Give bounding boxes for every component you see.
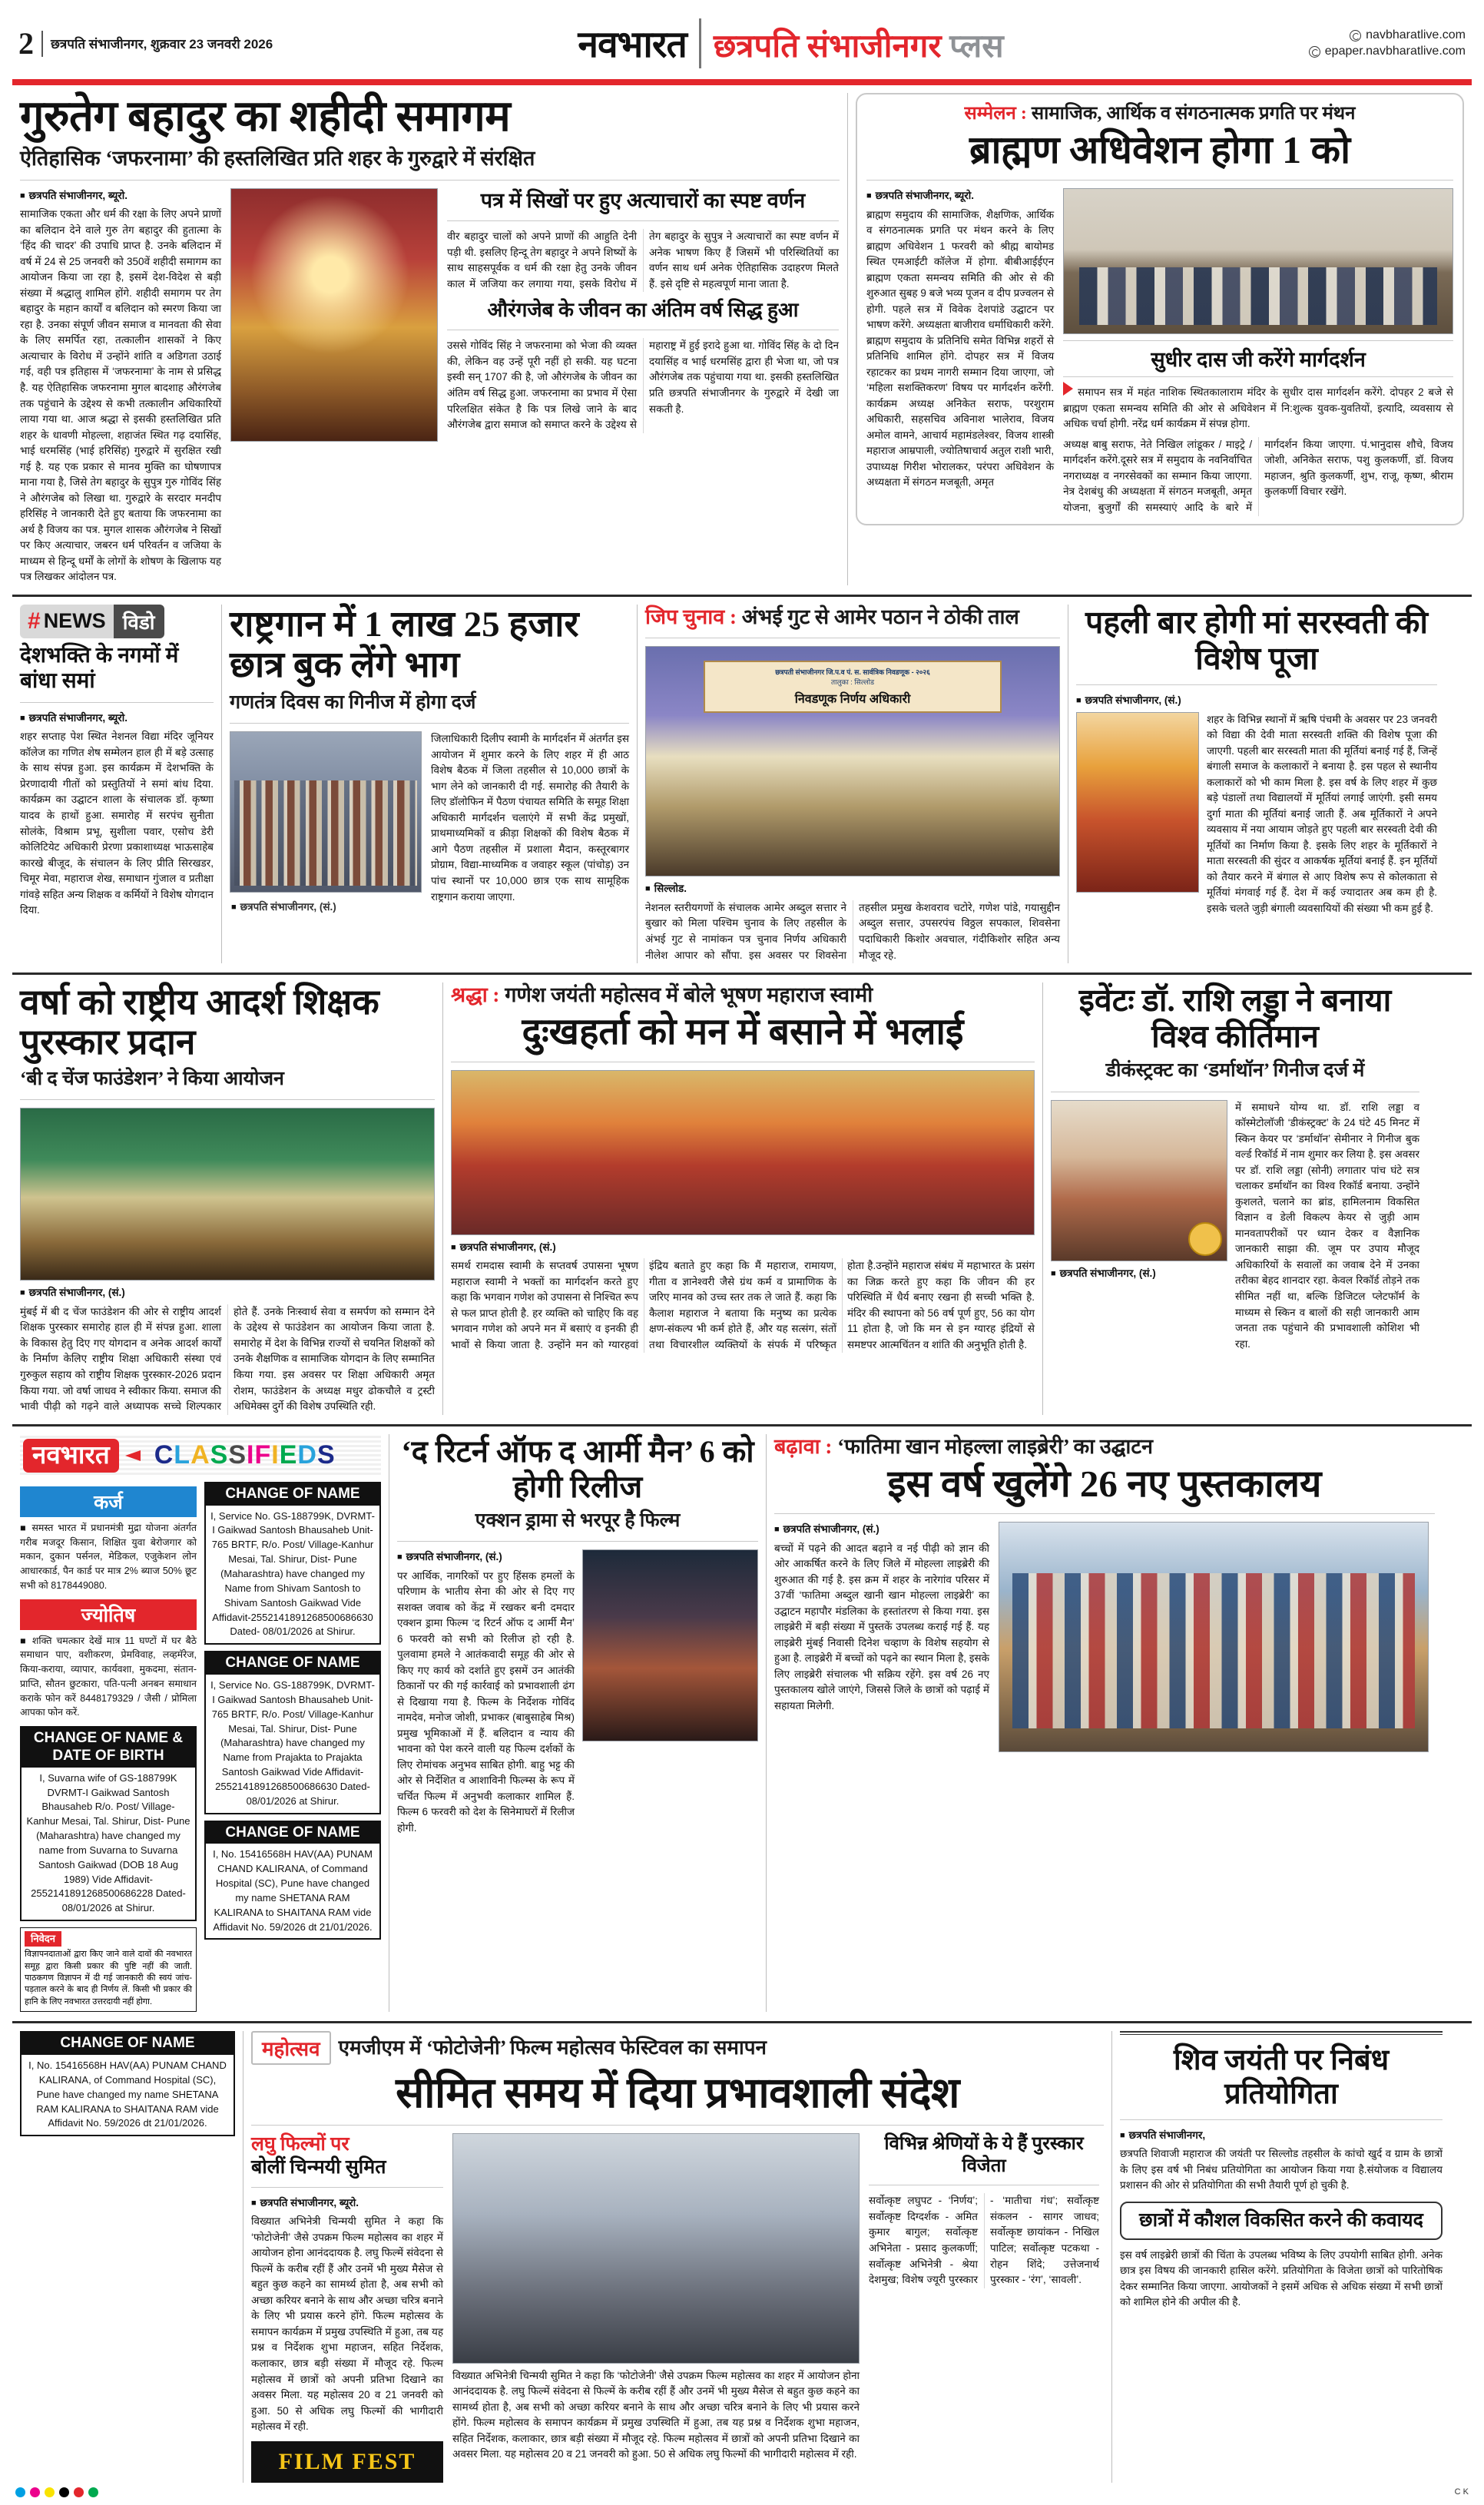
shiv-dateline [1120, 2128, 1443, 2144]
library-content [774, 1522, 1435, 1752]
award-badge-icon [1188, 1222, 1222, 1256]
saraswati-content [1076, 712, 1437, 917]
shiv-dateline-text: छत्रपति संभाजीनगर, [1128, 2129, 1206, 2141]
filmfest-tag: महोत्सव [251, 2031, 331, 2065]
masthead-left [18, 25, 273, 61]
classifieds-tail [12, 2031, 243, 2482]
classified-ad-tail[interactable] [20, 2031, 235, 2136]
masthead-red-rule [12, 79, 1472, 85]
library-text-col [774, 1522, 989, 1752]
saraswati-text-col [1207, 712, 1437, 917]
library-story [767, 1434, 1443, 2013]
zp-banner-line2: तालुका : सिल्लोड [830, 678, 875, 687]
filmfest-awards-col [869, 2133, 1099, 2483]
anthem-photo [230, 731, 422, 893]
filmfest-sub-line2: बोलीं चिन्मयी सुमित [251, 2156, 386, 2178]
zp-kicker [645, 605, 1060, 631]
reg-dot-yellow [45, 2487, 55, 2497]
zp-dateline [645, 881, 1060, 897]
teacher-story [12, 982, 442, 1415]
lead-dateline [20, 188, 221, 204]
news-video-body: शहर सप्ताह पेश स्थित नेशनल विद्या मंदिर जूनियर कॉलेज का गणित शेष सम्मेलन हाल ही में बड़े उत्साह के साथ संपन्न हुआ. इस कार्यक्रम में देशभक्ति के प्रेरणादायी गीतों को प्रस्तुतियों ने समां बांध दिया. कार्यक्रम का उद्घाटन शाला के संचालक डॉ. कृष्णा यादव के हाथों हुआ. समारोह में सरपंच सुनीता सोलंके, विश्राम प्रभू, सुशीला पवार, एसोच डेरी कोलिटियेट अधिकारी प्रेरणा प्रकाशाध्यक्ष भाऊसाहेब कारखे बीजूद, के संचालन के लिए प्रीति सिरखडर, चिमूर मेवा, महाराज शेख, समाधान गुंजाल व प्रतीक्षा गांवड़े सहित अन्य शिक्षक व कर्मियों ने विशेष योगदान दिया. [20, 731, 214, 916]
movie-content [397, 1549, 758, 1836]
ad-title-1: CHANGE OF NAME [206, 1483, 379, 1506]
shiv-headline: शिव जयंती पर निबंध प्रतियोगिता [1173, 2044, 1390, 2110]
classified-ad-3[interactable] [20, 1726, 197, 1921]
reg-dot-black [59, 2487, 69, 2497]
brahmin-rule [866, 180, 1453, 181]
record-dateline-text: छत्रपति संभाजीनगर, (सं.) [1059, 1267, 1156, 1279]
filmfest-sub-rule [251, 2187, 443, 2188]
classifieds-word: CLASSIFIEDS [154, 1440, 336, 1470]
globe-icon [1350, 30, 1361, 41]
lead-sub2-body: उससे गोविंद सिंह ने जफरनामा को भेजा की व्यक्त की, लेकिन वह उन्हें पूरी नहीं हो सकी. यह घटना इस्वी सन् 1707 की है, जो औरंगजेब के जीवन का अंतिम वर्ष सिद्ध हुआ. जफरनामा का प्रभाव में ऐसा परिलक्षित संकेत है कि पत्र लिखे जाने के बाद औरंगजेब द्वारा समाज को समाप्त करने के उद्देश्य से महाराष्ट्र में हुई इरादे हुआ था. गोविंद सिंह के दो दिन दयासिंह व भाई धरमसिंह द्वारा ही भेजा था, जो पत्र औरंगजेब तक पहुंचाया गया था. इसकी हस्तलिखित प्रति छत्रपति संभाजीनगर के गुरुद्वारे में देखी जा सकती है. [447, 340, 839, 431]
lead-photo [230, 188, 438, 442]
ad-title-4: CHANGE OF NAME [206, 1822, 379, 1844]
page-number: 2 [18, 25, 34, 61]
teacher-dateline-text: छत्रपति संभाजीनगर, (सं.) [28, 1287, 125, 1299]
masthead-dateline: छत्रपति संभाजीनगर, शुक्रवार 23 जनवरी 2026 [51, 37, 273, 51]
shiv-body: छत्रपति शिवाजी महाराज की जयंती पर सिल्लोड तहसील के कांचो खुर्द व ग्राम के छात्रों के लिए इस वर्ष भी निबंध प्रतियोगिता का आयोजन किया गया है.संयोजक व विद्यालय प्रशासन की ओर से प्रतियोगिता की सभी तैयारी पूर्ण हो चुकी है. [1120, 2148, 1443, 2192]
registration-marks: C K [1454, 2487, 1469, 2497]
library-kicker-tag: बढ़ावा : [774, 1434, 833, 1458]
band-divider-2 [12, 973, 1472, 975]
news-video-dateline [20, 711, 214, 727]
filmfest-kicker-row [251, 2031, 1104, 2065]
band-divider-1 [12, 595, 1472, 597]
library-dateline [774, 1522, 989, 1538]
masthead [12, 14, 1472, 76]
library-body: बच्चों में पढ़ने की आदत बढ़ाने व नई पीढ़ी को ज्ञान की ओर आकर्षित करने के लिए जिले में मोहल्ला लाइब्रेरी की शुरुआत की गई है. इस क्रम में शहर के नारेगांव परिसर में 37वीं ‘फातिमा अब्दुल खानी खान मोहल्ला लाइब्रेरी’ का उद्घाटन महापौर मंडलिका के हस्तांतरण से किया गया. इस लाइब्रेरी में बड़ी संख्या में पुस्तकें उपलब्ध कराई गई हैं. यह लाइब्रेरी मुंबई निवासी दिनेश चव्हाण के विशेष सहयोग से हुआ है. लाइब्रेरी में बच्चों को पढ़ने का स्थान मिला है, इसके लिए लाइब्रेरी संचालक भी सक्रिय रहेंगे. इस वर्ष 26 नए पुस्तकालय खोले जाएंगे, जिससे जिले के छात्रों को पढ़ाई में सहायता मिलेगी. [774, 1542, 989, 1711]
top-band [12, 93, 1472, 585]
shraddha-kicker-rest: गणेश जयंती महोत्सव में बोले भूषण महाराज स्वामी [499, 983, 873, 1007]
record-subhead: डीकंस्ट्रक्ट का ‘डर्माथॉन’ गिनीज दर्ज में [1105, 1060, 1365, 1082]
nivedan-notice [20, 1927, 197, 2012]
shiv-rule [1120, 2119, 1443, 2120]
brahmin-kicker-tag: सम्मेलन : [964, 104, 1027, 124]
library-photo-col [999, 1522, 1429, 1752]
edition-name [714, 23, 1004, 67]
classifieds-astro-body: ■ शक्ति चमत्कार देखें मात्र 11 घण्टों में घर बैठे समाधान पाए, वशीकरण, प्रेमविवाह, लव्हमॅरेज, किया-कराया, व्यापार, कार्यवशा, मुकदमा, संतान-प्राप्ति, सौतन छुटकारा, पति-पत्नी अनबन समाधान कराके फोन करें 8448179329 / जैसी / प्रोमिला आपका फोन करें. [20, 1635, 197, 1718]
brahmin-photo-caption [1063, 382, 1453, 432]
filmfest-award-body: सर्वोत्कृष्ट लघुपट - ‘निर्णय’; सर्वोत्कृष्ट दिग्दर्शक - अमित कुमार बागुल; सर्वोत्कृष्ट अभिनेता - प्रसाद कुलकर्णी; सर्वोत्कृष्ट अभिनेत्री - श्रेया देशमुख; विशेष ज्यूरी पुरस्कार - ‘मातीचा गंध’; सर्वोत्कृष्ट संकलन - सागर जाधव; सर्वोत्कृष्ट छायांकन - निखिल पाटिल; सर्वोत्कृष्ट पटकथा - रोहन शिंदे; उत्तेजनार्थ पुरस्कार - ‘रंग’, ‘सावली’. [869, 2195, 1099, 2286]
anthem-body: जिलाधिकारी दिलीप स्वामी के मार्गदर्शन में अंतर्गत इस आयोजन में शुमार करने के लिए शहर में ही आठ विशेष बैठक में जिला तहसील से 10,000 छात्रों के भाग लेने को जानकारी दी गई. समारोह की तैयारी के लिए डॉलोफिन में पैठण पंचायत समिति के समूह शिक्षा अधिकारी मार्गदर्शन चलाएंगे में सभी केंद्र प्रमुखों, प्राथमाध्यमिकों व क्रीड़ा शिक्षकों की विशेष बैठक में आगे पैठण तहसील में प्रशाला मैदान, कस्तूरबागर प्रोग्राम, विद्या-माध्यमिक व जवाहर स्कूल (पांचोड़) उन पांच स्थानों पर 10,000 छात्र एक साथ सामूहिक राष्ट्रगान कराया जाएगा. [431, 733, 629, 903]
masthead-divider [41, 31, 43, 57]
teacher-rule [20, 1099, 435, 1100]
filmfest-dateline-text: छत्रपति संभाजीनगर, ब्यूरो. [260, 2196, 359, 2208]
classifieds-header [20, 1434, 381, 1477]
teacher-dateline [20, 1285, 435, 1301]
brahmin-box [856, 93, 1464, 525]
classified-ad-4[interactable] [204, 1821, 381, 1940]
news-video-story [12, 605, 221, 963]
classifieds-cat-loan[interactable]: कर्ज [20, 1486, 197, 1517]
brahmin-caption-heading: सुधीर दास जी करेंगे मार्गदर्शन [1151, 348, 1366, 371]
shraddha-kicker-tag: श्रद्धा : [451, 983, 500, 1007]
filmfest-photo-col [452, 2133, 860, 2483]
anthem-dateline [230, 897, 422, 918]
movie-rule [397, 1541, 758, 1542]
brand-name: नवभारत [578, 25, 687, 65]
lead-col-1 [20, 188, 221, 585]
shraddha-body: समर्थ रामदास स्वामी के सप्तवर्ष उपासना भूषण महाराज स्वामी ने भक्तों का मार्गदर्शन करते हुए कहा कि भगवान गणेश को उपासना से निश्चित रूप से फल प्राप्त होती है. हर व्यक्ति को चाहिए कि वह भगवान गणेश को अपने मन में बसाएं व इनकी ही भावों से किया जाता है. उन्होंने मन को ग्यारहवां इंद्रिय बताते हुए कहा कि मैं महाराज, रामायण, गीता व ज्ञानेश्वरी जैसे ग्रंथ कर्म व प्रामाणिक के जरिए मानव को उच्च स्तर तक ले जाते हैं. कहा कि कैलाश महाराज ने बताया कि मनुष्य का प्रत्येक क्षण-संकल्प भी कर्म होते हैं, और यह सत्संग, संतों तथा विचारशील व्यक्तियों के संपर्क में परिष्कृत होता है.उन्होंने महाराज संबंध में महाभारत के प्रसंग का जिक्र करते हुए कहा कि जीवन की हर परिस्थिति में धैर्य बनाए रखना ही सच्ची भक्ति है. मंदिर की स्थापना को 56 वर्ष पूर्ण हुए, 56 का योग 11 होता है, जो कि मन से इन ग्यारह इंद्रियों से समष्टपर आत्मचिंतन व शांति की अनुभूति होती है. [451, 1260, 1035, 1350]
ad-body-1: I, Service No. GS-188799K, DVRMT-I Gaikwad Santosh Bhausaheb Unit- 765 BRTF, R/o. Post/ Village-Kanhur Mesai, Tal. Shirur, Dist- Pune (Maharashtra) have changed my Name from Shivam Santosh to Shivam Santosh Gaikwad Vide Affidavit-2552141891268500686630 Dated- 08/01/2026 at Shirur. [210, 1509, 375, 1638]
library-photo [999, 1522, 1429, 1752]
record-text-col [1235, 1100, 1419, 1352]
zp-photo [645, 646, 1060, 876]
ad-tail-title: CHANGE OF NAME [22, 2033, 234, 2055]
saraswati-rule [1076, 684, 1437, 685]
lead-box-body: वीर बहादुर चालों को अपने प्राणों की आहुति देनी पड़ी थी. इसलिए हिन्दू तेग बहादुर ने अपने शिष्यों के साथ साहसपूर्वक व धर्म की रक्षा हेतु उनके जीवन काल में जजिया कर लगाया गया, इसके विरोध में तेग बहादुर के सुपुत्र ने अत्याचारों का स्पष्ट वर्णन में अनेक भाषण किए हैं जिसमें भी परिस्थितियों का वर्णन साथ धर्म अनेक ऐतिहासिक उदाहरण मिलते हैं. इसे दृष्टि से महत्वपूर्ण माना जाता है. [447, 230, 839, 290]
record-photo [1051, 1100, 1227, 1261]
brahmin-body: ब्राह्मण समुदाय की सामाजिक, शैक्षणिक, आर्थिक व संगठनात्मक प्रगति पर मंथन करने के लिए ब्राह्मण अधिवेशन 1 फरवरी को श्रीह्म बायोमड स्थित एमआईटी कॉलेज में होगा. बीबीआईईएन ब्राह्मण एकता समन्वय समिति की ओर से की शुरुआत सुबह 9 बजे भव्य पूजन व दीप प्रज्वलन से होगी. पहले सत्र में विवेक देशपांडे उद्घाटन पर भाषण करेंगे. अध्यक्षता बाजीराव धर्माधिकारी करेंगे. ब्राह्मण समुदाय के प्रतिनिधि समेत विभिन्न शहरों से प्रतिनिधि शामिल होंगे. दोपहर सत्र में विजय रहाटकर का प्रथम नागरी सम्मान दिया जाएगा, जो ‘महिला सशक्तिकरण’ विषय पर मार्गदर्शन करेंगी. कार्यक्रम अध्यक्ष अनिकेत सराफ, परशुराम अधिकारी, सहसचिव अविनाश भालेराव, विजय अमोल वामने, आचार्य महामंडलेश्वर, विजय शास्त्री महाराज आम्रपाली, ज्योतिषाचार्य अतुल राशी भारी, उपाध्यक्ष गिरीश भोरालकर, परंपरा अधिवेशन के अध्यक्षता में संगठन मजबूती, अमृत [866, 208, 1055, 489]
zp-body: नेशनल स्तरीयगणों के संचालक आमेर अब्दुल सत्तार ने बुखार को मिला पश्चिम चुनाव के लिए तहसील के अंभई गुट से नामांकन पत्र चुनाव निर्णय अधिकारी नीलेश आपार को सौंपा. इस अवसर पर शिवसेना तहसील प्रमुख केशवराव चटोरे, गणेश पांडे, गयासुद्दीन अब्दुल सत्तार, उपसरपंच विठ्ठल सपकाल, शिवसेना पदाधिकारी किशोर अवचाल, गंदीकिशोर सहित अन्य मौजूद रहे. [645, 901, 1060, 961]
nivedan-heading: निवेदन [25, 1931, 61, 1947]
saraswati-photo-col [1076, 712, 1199, 917]
brahmin-headline: ब्राह्मण अधिवेशन होगा 1 को [969, 128, 1351, 171]
news-video-dateline-text: छत्रपति संभाजीनगर, ब्यूरो. [28, 711, 128, 724]
zp-dateline-text: सिल्लोड. [654, 883, 687, 895]
anthem-subhead: गणतंत्र दिवस का गिनीज में होगा दर्ज [230, 691, 476, 713]
saraswati-body: शहर के विभिन्न स्थानों में ऋषि पंचमी के अवसर पर 23 जनवरी को विद्या की देवी माता सरस्वती शक्ति की विशेष पूजा की जाएगी. पहली बार सरस्वती माता की मूर्तियां बनाई गई हैं, जिन्हें बंगाली समाज के कलाकारों ने बनाया है. इस पहल से स्थानीय कलाकारों को भी काम मिला है. इस वर्ष के लिए शहर में कुछ बड़े पंडालों तथा विद्यालयों में मूर्तियां लगाई जाएंगी. इसी समय दुर्गा माता की मूर्तियां बनाई जाती हैं. अब मूर्तिकारों ने अपने व्यवसाय में नया आयाम जोड़ते हुए पहली बार सरस्वती देवी की मूर्तियों का निर्माण किया है. इसके लिए शहर के मूर्तिकारों ने माता सरस्वती की सुंदर व आकर्षक मूर्तियां बनाई हैं. इन मूर्तियों को तैयार करने में बंगाल से आए विशेष रूप से कोलकाता से मूर्तियां मंगवाई गई हैं. देश में कई ज्यादातर अब कम ही है. इसके चलते जुड़ी बंगाली व्यवसायियों की संख्या भी कम हुई है. [1207, 713, 1437, 914]
masthead-right [1309, 26, 1466, 61]
lead-body-1: सामाजिक एकता और धर्म की रक्षा के लिए अपने प्राणों का बलिदान देने वाले गुरु तेग बहादुर की हुतात्मा के ‘हिंद की चादर’ की उपाधि प्राप्त है. उनके बलिदान में वर्ष में 24 से 25 जनवरी को 350वें शहीदी समागम का आयोजन किया जा रहा है, इसमें देश-विदेश से बड़ी संख्या में श्रद्धालु शामिल होंगे. शहीदी समागम पर तेग बहादुर के महान कार्यों व बलिदान को स्मरण किया जा रहा है. उनका संपूर्ण जीवन समाज व मानवता की सेवा के लिए समर्पित रहा, तत्कालीन शासकों ने किए अत्याचार के विरोध में उन्होंने शांति व अडिगता उठाई गई, वही पत्र इतिहास में ‘जफरनामा’ के नाम से प्रसिद्ध है. यह ऐतिहासिक जफरनामा मुगल बादशाह औरंगजेब तक पहुंचाने के उद्देश्य से कभी तत्कालीन अधिकारियों लाया गया था. आज श्रद्धा से इसकी हस्तलिखित प्रति शहर के धावणी मोहल्ला, शहाजंत स्थित गढ़ दयासिंह, भाई धरमसिंह (भाई हरिसिंह) गुरुद्वारे में सुरक्षित रखी गई है. यह एक प्रकार से मानव मुक्ति का घोषणापत्र माना गया है, जिसे तेग बहादुर के सुपुत्र गुरु गोविंद सिंह ने औरंगजेब को लिखा था. गुरुद्वारे के सरदार मनदीप हरिसिंह ने जानकारी देते हुए बताया कि जफरनामा का अर्थ है विजय का पत्र. मुगल शासक औरंगजेब ने सिखों पर किए अत्याचार, जबरन धर्म परिवर्तन व जजिया के माध्यम से हिन्दू धर्मों के लोगों के शोषण के खिलाफ यह पत्र लिखकर आंदोलन पत्र. [20, 208, 221, 583]
classifieds-section [12, 1434, 389, 2013]
shraddha-photo [451, 1070, 1035, 1235]
zp-story [638, 605, 1068, 963]
ad-body-4: I, No. 15416568H HAV(AA) PUNAM CHAND KALIRANA, of Command Hospital (SC), Pune have changed my name SHETANA RAM KALIRANA to SHAITANA RAM vide Affidavit No. 59/2026 dt 21/01/2026. [213, 1848, 373, 1933]
brahmin-dateline [866, 188, 1054, 204]
filmfest-story [243, 2031, 1111, 2482]
brahmin-story [848, 93, 1472, 585]
ad-body-3: I, Suvarna wife of GS-188799K DVRMT-I Gaikwad Santosh Bhausaheb R/o. Post/ Village- Kanhur Mesai, Tal. Shirur, Dist- Pune (Maharashtra) have changed my name from Suvarna to Suvarna Santosh Gaikwad (DOB 18 Aug 1989) Vide Affidavit-2552141891268500686228 Dated- 08/01/2026 at Shirur. [26, 1771, 190, 1914]
classified-ad-1[interactable] [204, 1482, 381, 1645]
lead-content [20, 188, 840, 585]
library-headline: इस वर्ष खुलेंगे 26 नए पुस्तकालय [887, 1463, 1322, 1506]
brahmin-caption-text: समापन सत्र में महंत नाशिक स्थितकालाराम मंदिर के सुधीर दास मार्गदर्शन करेंगे. दोपहर 2 बजे से ब्राह्मण एकता समन्वय समिति की ओर से अधिवेशन में नि:शुल्क युवक-युवतियों, इत्यादि, व्यवसाय से अधिक चर्चा होगी. नरेंद्र धर्म कार्यक्रम में संपन्न होगा. [1063, 386, 1453, 430]
classifieds-cat-astro[interactable]: ज्योतिष [20, 1599, 197, 1630]
shiv-body-2: इस वर्ष लाइब्रेरी छात्रों की चिंता के उपलब्ध भविष्य के लिए उपयोगी साबित होगी. अनेक छात्र इस विषय की जानकारी हासिल करेंगे. प्रतियोगिता के विजेता छात्रों को पारितोषिक देकर सम्मानित किया जाएगा. आयोजकों ने इसमें अधिक से अधिक संख्या में सभी छात्रों को शामिल होने की अपील की है. [1120, 2248, 1443, 2308]
shiv-top-rule [1120, 2031, 1443, 2035]
globe-icon [1309, 46, 1320, 58]
hash-icon: # [28, 608, 41, 634]
shiv-pullquote-box [1120, 2202, 1443, 2240]
brahmin-kicker-rest: सामाजिक, आर्थिक व संगठनात्मक प्रगति पर मंथन [1026, 104, 1356, 124]
anthem-dateline-text: छत्रपति संभाजीनगर, (सं.) [240, 901, 336, 913]
news-video-badge[interactable] [20, 605, 164, 638]
news-video-rule [20, 702, 214, 703]
movie-story [389, 1434, 766, 2013]
record-headline: इवेंटः डॉ. राशि लड्डा ने बनाया विश्व कीर्तिमान [1078, 982, 1392, 1055]
brahmin-caption-rule2 [1063, 376, 1453, 377]
filmfest-photo [452, 2133, 860, 2364]
second-band [12, 605, 1472, 963]
teacher-photo [20, 1108, 435, 1281]
shraddha-headline: दुःखहर्ता को मन में बसाने में भलाई [522, 1011, 964, 1052]
filmfest-sub-line1: लघु फिल्मों पर [251, 2133, 349, 2155]
zp-banner [704, 661, 1001, 713]
movie-subhead: एक्शन ड्रामा से भरपूर है फिल्म [475, 1509, 681, 1531]
website-link[interactable] [1309, 28, 1466, 42]
video-badge-label: विडो [114, 605, 164, 638]
brahmin-photo [1063, 188, 1453, 334]
ad-body-2: I, Service No. GS-188799K, DVRMT-I Gaikwad Santosh Bhausaheb Unit- 765 BRTF, R/o. Post/ Village-Kanhur Mesai, Tal. Shirur, Dist- Pune (Maharashtra) have changed my Name from Prajakta to Prajakta Santosh Gaikwad Vide Affidavit-2552141891268500686630 Dated- 08/01/2026 at Shirur. [210, 1679, 375, 1807]
reg-dot-red [74, 2487, 84, 2497]
teacher-body: मुंबई में बी द चेंज फाउंडेशन की ओर से राष्ट्रीय आदर्श शिक्षक पुरस्कार समारोह हाल ही में संपन्न हुआ. शाला के विकास हेतु दिए गए योगदान व अनेक आदर्श कार्यों के निर्माण केलिए राष्ट्रीय शिक्षा अधिकारी संस्था एवं गुरुकुल सहाय को राष्ट्रीय शिक्षक पुरस्कार-2026 प्रदान किया गया. जो वर्षा जाधव ने स्वीकार किया. समाज की भावी पीढ़ी को गढ़ने वाले अध्यापक सच्चे शिल्पकार होते हैं. उनके निःस्वार्थ सेवा व समर्पण को सम्मान देने के उद्देश्य से फाउंडेशन का आयोजन किया जाता है. समारोह में देश के विभिन्न राज्यों से चयनित शिक्षकों को उनके शैक्षणिक व सामाजिक योगदान के लिए सम्मानित किया गया. इस अवसर पर शिक्षा अधिकारी अमृत रोशम, फाउंडेशन के अध्यक्ष मधुर ढोकचौले व ट्रस्टी अधिमेक्स दुर्गे की विशेष उपस्थिति रही. [20, 1305, 435, 1413]
band-divider-4 [12, 2021, 1472, 2023]
anthem-story [222, 605, 637, 963]
nivedan-body: विज्ञापनदाताओं द्वारा किए जाने वाले दावों की नवभारत समूह द्वारा किसी प्रकार की पुष्टि नहीं की जाती. पाठकगण विज्ञापन में दी गई जानकारी की स्वयं जांच-पड़ताल करने के बाद ही निर्णय लें. किसी भी प्रकार की हानि के लिए नवभारत उत्तरदायी नहीं होगा. [25, 1950, 192, 2006]
filmfest-content [251, 2133, 1104, 2483]
news-badge-label: NEWS [43, 609, 106, 633]
reg-dot-green [88, 2487, 98, 2497]
shraddha-dateline [451, 1240, 1035, 1256]
brahmin-body-2: अध्यक्ष बाबु सराफ, नेते निखिल लांडूकर / माइट्रे / मार्गदर्शन करेंगे.दूसरे सत्र में समुदाय के नवनिर्वाचित नगराध्यक्ष व नगरसेवकों का सम्मान किया जाएगा. नेत्र देशबंधु की अध्यक्षता में संगठन मजबूती, अमृत योजना, बुजुर्गों की समस्याएं आदि के बारे में मार्गदर्शन किया जाएगा. पं.भानुदास शौचे, विजय जोशी, अनिकेत सराफ, पशु कुलकर्णी, डॉ. विजय महाजन, श्रुति कुलकर्णी, शुभ, राजू, कृष्ण, श्रीराम कुलकर्णी विचार रखेंगे. [1063, 438, 1453, 513]
filmfest-body: विख्यात अभिनेत्री चिन्मयी सुमित ने कहा कि ‘फोटोजेनी’ जैसे उपक्रम फिल्म महोत्सव का शहर में आयोजन होना आनंददायक है. लघु फिल्में संवेदना से फिल्में के करीब रहीं हैं और उनमें भी मुख्य मैसेज से बहुत कुछ कहने का सामर्थ्य होता है, अब सभी को अच्छा करियर बनाने के साथ और अच्छा चरित्र बनाने के लिए भी प्रयास करने होंगे. फिल्म महोत्सव के समापन कार्यक्रम में प्रमुख उपस्थिति में हुआ, तब यह प्रश्न व निर्देशक शुभा महाजन, सहित निर्देशक, कलाकार, छात्र बड़ी संख्या में मौजूद रहे. फिल्म महोत्सव में छात्रों को अपनी प्रतिभा दिखाने का अवसर मिला. यह महोत्सव 20 व 21 जनवरी को हुआ. 50 से अधिक लघु फिल्मों की भागीदारी महोत्सव में रही. [251, 2215, 443, 2433]
band-divider-3 [12, 1424, 1472, 1426]
anthem-text-col [431, 731, 629, 918]
teacher-subhead: ‘बी द चेंज फाउंडेशन’ ने किया आयोजन [20, 1068, 284, 1089]
anthem-content [230, 731, 629, 918]
classifieds-loan-body: ■ समस्त भारत में प्रधानमंत्री मुद्रा योजना अंतर्गत गरीब मजदूर किसान, शिक्षित युवा बेरोजगार को मकान, दुकान पर्सनल, मेडिकल, एजुकेशन लोन आधारकार्ड, पैन कार्ड पर मात्र 2% ब्याज 50% छूट सभी को 8178449080. [20, 1522, 197, 1591]
quote-marker-icon [1063, 382, 1073, 396]
news-badge-left [20, 605, 114, 638]
record-dateline [1051, 1266, 1227, 1282]
record-content [1051, 1100, 1419, 1352]
shiv-pullquote: छात्रों में कौशल विकसित करने की कवायद [1139, 2209, 1423, 2231]
shraddha-kicker [451, 982, 1035, 1009]
ad-title-3: CHANGE OF NAME & DATE OF BIRTH [22, 1728, 195, 1768]
movie-dateline [397, 1549, 575, 1566]
lead-col-3 [447, 188, 839, 585]
brand-separator [699, 18, 701, 68]
classifieds-col-left [20, 1482, 197, 2012]
saraswati-dateline-text: छत्रपति संभाजीनगर, (सं.) [1085, 694, 1181, 706]
brahmin-kicker [866, 102, 1453, 125]
classifieds-col-right [204, 1482, 381, 2012]
lead-sub2-heading: औरंगजेब के जीवन का अंतिम वर्ष सिद्ध हुआ [487, 299, 799, 322]
saraswati-photo [1076, 712, 1199, 893]
reg-dot-cyan [15, 2487, 25, 2497]
saraswati-dateline [1076, 693, 1437, 709]
lead-photo-col [230, 188, 438, 585]
zp-banner-line3: निवडणूक निर्णय अधिकारी [794, 693, 911, 707]
edition-city: छत्रपति संभाजीनगर [713, 29, 942, 65]
lead-box-heading: पत्र में सिखों पर हुए अत्याचारों का स्पष्ट वर्णन [480, 188, 806, 212]
epaper-url: epaper.navbharatlive.com [1324, 45, 1466, 58]
lead-story [12, 93, 847, 585]
zp-kicker-tag: जिप चुनाव : [645, 605, 737, 628]
classifieds-brand: नवभारत [23, 1439, 119, 1473]
footer-registration [12, 2483, 1472, 2497]
anthem-rule [230, 723, 629, 724]
lead-subhead: ऐतिहासिक ‘जफरनामा’ की हस्तलिखित प्रति शहर के गुरुद्वारे में संरक्षित [20, 146, 535, 170]
record-body: में समाधने योग्य था. डॉ. राशि लड्डा व कॉस्मेटोलाॅजी ‘डीकंस्ट्रक्ट’ के 24 घंटे 45 मिनट में स्किन केयर पर ‘डर्माथॉन’ सेमीनार ने गिनीज बुक वर्ल्ड रिकॉर्ड में नाम शुमार कर लिया है. इस अवसर पर डॉ. राशि लड्डा (सोनी) लगातार पांच घंटे सत्र चलाकर डर्माथॉन का विश्व रिकॉर्ड बनाया. उन्होंने कुशलते, चलाने का ब्रांड, हामिलनाम विकसित विज्ञान व डेली विकल्प केयर से जुड़ी आम मानवतापरीकों पर ध्यान देकर व वैज्ञानिक जानकारी साझा की. जूम पर उपाय मौजूद अधिकारियों के सवालों का जवाब देने में उनका तरीका बेहद शानदार रहा. केवल रिकॉर्ड तोड़ने तक सीमित नहीं था, बल्कि डिजिटल प्लेटफॉर्म के माध्यम से स्किन व बालों की सही जानकारी आम जनता तक पहुंचाने की प्रभावशाली कोशिश भी रहा. [1235, 1101, 1419, 1350]
brahmin-content [866, 188, 1453, 516]
lead-box-rule [447, 220, 839, 221]
ad-tail-body: I, No. 15416568H HAV(AA) PUNAM CHAND KALIRANA, of Command Hospital (SC), Pune have changed my name SHETANA RAM KALIRANA to SHAITANA RAM vide Affidavit No. 59/2026 dt 21/01/2026. [28, 2059, 227, 2129]
megaphone-icon [125, 1447, 148, 1464]
movie-headline: ‘द रिटर्न ऑफ द आर्मी मैन’ 6 को होगी रिलीज [401, 1433, 754, 1504]
anthem-headline: राष्ट्रगान में 1 लाख 25 हजार छात्र बुक लेंगे भाग [230, 604, 579, 686]
ad-title-2: CHANGE OF NAME [206, 1652, 379, 1675]
movie-photo-col [582, 1549, 758, 1836]
lead-headline: गुरुतेग बहादुर का शहीदी समागम [20, 93, 511, 141]
library-kicker-rest: ‘फातिमा खान मोहल्ला लाइब्रेरी’ का उद्घाटन [832, 1434, 1153, 1458]
masthead-logo [273, 18, 1309, 68]
website-url: navbharatlive.com [1366, 28, 1466, 41]
movie-body: पर आर्थिक, नागरिकों पर हुए हिंसक हमलों के परिणाम के भातीय सेना की ओर से दिए गए सशक्त जवाब को केंद्र में रखकर बनी दमदार एक्शन ड्रामा फिल्म ‘द रिटर्न ऑफ द आर्मी मैन’ 6 फरवरी को सभी को रिलीज हो रही है. पुलवामा हमले ने आतंकवादी समूह की ओर से किए गए कार्य को दर्शाते हुए इसमें उन आतंकी ठिकानों पर की गई कार्रवाई को प्रभावशाली ढंग से दिखाया गया है. फिल्म के निर्देशक गोविंद नामदेव, मनोज जोशी, प्रभाकर (बाबुसाहेब मिश्र) प्रमुख भूमिकाओं में हैं. बलिदान व न्याय की भावना को पेश करने वाली यह फिल्म दर्शकों के लिए रोमांचक अनुभव साबित होगी. बाहु भट्ट की ओर से निर्देशित व आशाविनी फिल्म्स के रूप में चर्चित फिल्म में अनुभवी कलाकार शामिल हैं. फिल्म 6 फरवरी को देश के सिनेमाघरों में रिलीज होगी. [397, 1569, 575, 1834]
brahmin-dateline-text: छत्रपति संभाजीनगर, ब्यूरो. [875, 190, 975, 201]
anthem-photo-col [230, 731, 422, 918]
record-story [1043, 982, 1427, 1415]
record-photo-col [1051, 1100, 1227, 1352]
third-band [12, 982, 1472, 1415]
filmfest-kicker: एमजीएम में ‘फोटोजेनी’ फिल्म महोत्सव फेस्टिवल का समापन [338, 2036, 767, 2059]
movie-dateline-text: छत्रपति संभाजीनगर, (सं.) [406, 1551, 502, 1563]
brahmin-caption-rule [1063, 340, 1453, 341]
shraddha-story [443, 982, 1042, 1415]
epaper-link[interactable] [1309, 45, 1466, 58]
filmfest-extra-body: विख्यात अभिनेत्री चिन्मयी सुमित ने कहा कि ‘फोटोजेनी’ जैसे उपक्रम फिल्म महोत्सव का शहर में आयोजन होना आनंददायक है. लघु फिल्में संवेदना से फिल्में के करीब रहीं हैं और उनमें भी मुख्य मैसेज से बहुत कुछ कहने का सामर्थ्य होता है, अब सभी को अच्छा करियर बनाने के साथ और अच्छा चरित्र बनाने के लिए भी प्रयास करने होंगे. फिल्म महोत्सव के समापन कार्यक्रम में प्रमुख उपस्थिति में हुआ, तब यह प्रश्न व निर्देशक शुभा महाजन, सहित निर्देशक, कलाकार, छात्र बड़ी संख्या में मौजूद रहे. फिल्म महोत्सव में छात्रों को अपनी प्रतिभा दिखाने का अवसर मिला. यह महोत्सव 20 व 21 जनवरी को हुआ. 50 से अधिक लघु फिल्मों की भागीदारी महोत्सव में रही. [452, 2369, 860, 2460]
filmfest-headline: सीमित समय में दिया प्रभावशाली संदेश [396, 2069, 959, 2117]
movie-text-col [397, 1549, 575, 1836]
lead-rule [20, 180, 840, 181]
fourth-band [12, 1434, 1472, 2013]
classified-ad-2[interactable] [204, 1651, 381, 1814]
library-dateline-text: छत्रपति संभाजीनगर, (सं.) [783, 1523, 879, 1536]
library-kicker [774, 1434, 1435, 1460]
zp-kicker-rest: अंभई गुट से आमेर पठान ने ठोकी ताल [737, 605, 1019, 628]
lead-dateline-text: छत्रपति संभाजीनगर, ब्यूरो. [28, 189, 128, 201]
filmfest-logo: FILM FEST [251, 2441, 443, 2483]
saraswati-story [1068, 605, 1445, 963]
reg-dot-magenta [30, 2487, 40, 2497]
zp-banner-line1: छत्रपती संभाजीनगर जि.प.व पं. स. सार्वत्रिक निवडणूक - २०२६ [775, 668, 930, 677]
filmfest-left-col [251, 2133, 443, 2483]
library-rule [774, 1513, 1435, 1514]
brahmin-text-col [866, 188, 1054, 516]
classifieds-body [20, 1482, 381, 2012]
filmfest-dateline [251, 2195, 443, 2212]
movie-poster-photo [582, 1549, 758, 1741]
saraswati-headline: पहली बार होगी मां सरस्वती की विशेष पूजा [1085, 604, 1429, 676]
news-video-headline: देशभक्ति के नगमों में बांधा समां [20, 643, 179, 694]
filmfest-rule [251, 2125, 1104, 2126]
teacher-headline: वर्षा को राष्ट्रीय आदर्श शिक्षक पुरस्कार प्रदान [20, 982, 379, 1062]
brahmin-photo-col [1063, 188, 1453, 516]
bottom-band [12, 2031, 1472, 2482]
edition-plus: प्लस [949, 29, 1004, 65]
shiv-story [1112, 2031, 1450, 2482]
shraddha-dateline-text: छत्रपति संभाजीनगर, (सं.) [459, 1241, 556, 1253]
filmfest-award-heading: विभिन्न श्रेणियों के ये हैं पुरस्कार विजेता [884, 2133, 1084, 2176]
